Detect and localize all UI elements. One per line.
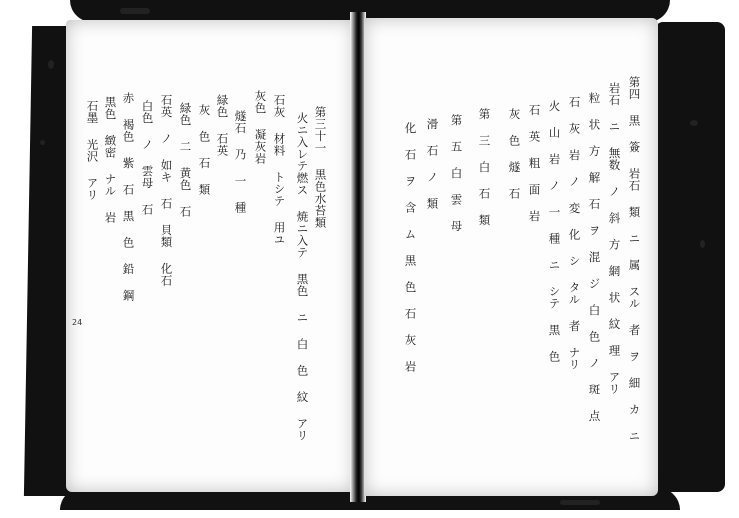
- right-column-9: 第 五 白 雲 母: [449, 114, 464, 232]
- left-page: [66, 20, 354, 492]
- right-column-10: 滑 石 ノ 類: [425, 118, 440, 210]
- left-column-13: 石墨 光沢 アリ: [85, 100, 100, 201]
- left-column-9: 石英 ノ 如キ 石 貝類 化石: [159, 94, 174, 287]
- right-page: [364, 18, 658, 496]
- scan-speck: [700, 240, 705, 248]
- left-column-10: 白色 ノ 雲母 石: [140, 100, 155, 216]
- right-column-1: 第四 黒 簽 岩石 類 ニ 属 スル 者 ヲ 細 カ ニ: [627, 76, 642, 442]
- right-column-5: 火 山 岩 ノ 一 種 ニ シテ 黒 色: [547, 100, 562, 363]
- right-column-7: 灰 色 燧 石: [507, 108, 522, 200]
- book-edge-right: [655, 22, 725, 492]
- right-column-8: 第 三 白 石 類: [477, 108, 492, 226]
- scan-speck: [690, 120, 698, 126]
- left-column-8: 緑色 二 黄色 石: [178, 102, 193, 218]
- scan-speck: [48, 60, 54, 69]
- left-column-1: 第三十一 黒色水苔類: [313, 106, 328, 229]
- right-column-11: 化 石 ヲ 含 ム 黒 色 石 灰 岩: [403, 122, 418, 373]
- left-column-6: 緑色 石英: [215, 94, 230, 157]
- left-column-2: 火ニ入レテ燃ス 焼ニ入テ 黒色 ニ 白 色 紋 アリ: [295, 112, 310, 442]
- left-column-12: 黒色 緻密 ナル 岩: [103, 96, 118, 224]
- left-column-3: 石灰 材料 トシテ 用ユ: [272, 94, 287, 246]
- right-column-2: 岩石 ニ 無数 ノ 斜 方 網 状 紋 理 アリ: [607, 82, 622, 395]
- left-column-5: 燧石 乃 一 種: [233, 110, 248, 214]
- scan-speck: [120, 8, 150, 14]
- left-column-4: 灰色 凝灰岩: [253, 90, 268, 165]
- scan-speck: [40, 140, 45, 145]
- scan-speck: [560, 500, 600, 505]
- left-column-11: 赤 褐色 紫 石 黒 色 鉛 鋼: [121, 92, 136, 302]
- right-column-4: 石 灰 岩 ノ 変 化 シ タル 者 ナリ: [567, 96, 582, 371]
- page-number: 24: [72, 318, 83, 327]
- left-column-7: 灰 色 石 類: [197, 104, 212, 196]
- right-column-3: 粒 状 方 解 石 ヲ 混 ジ 白 色 ノ 斑 点: [587, 92, 602, 422]
- right-column-6: 石 英 粗 面 岩: [527, 104, 542, 222]
